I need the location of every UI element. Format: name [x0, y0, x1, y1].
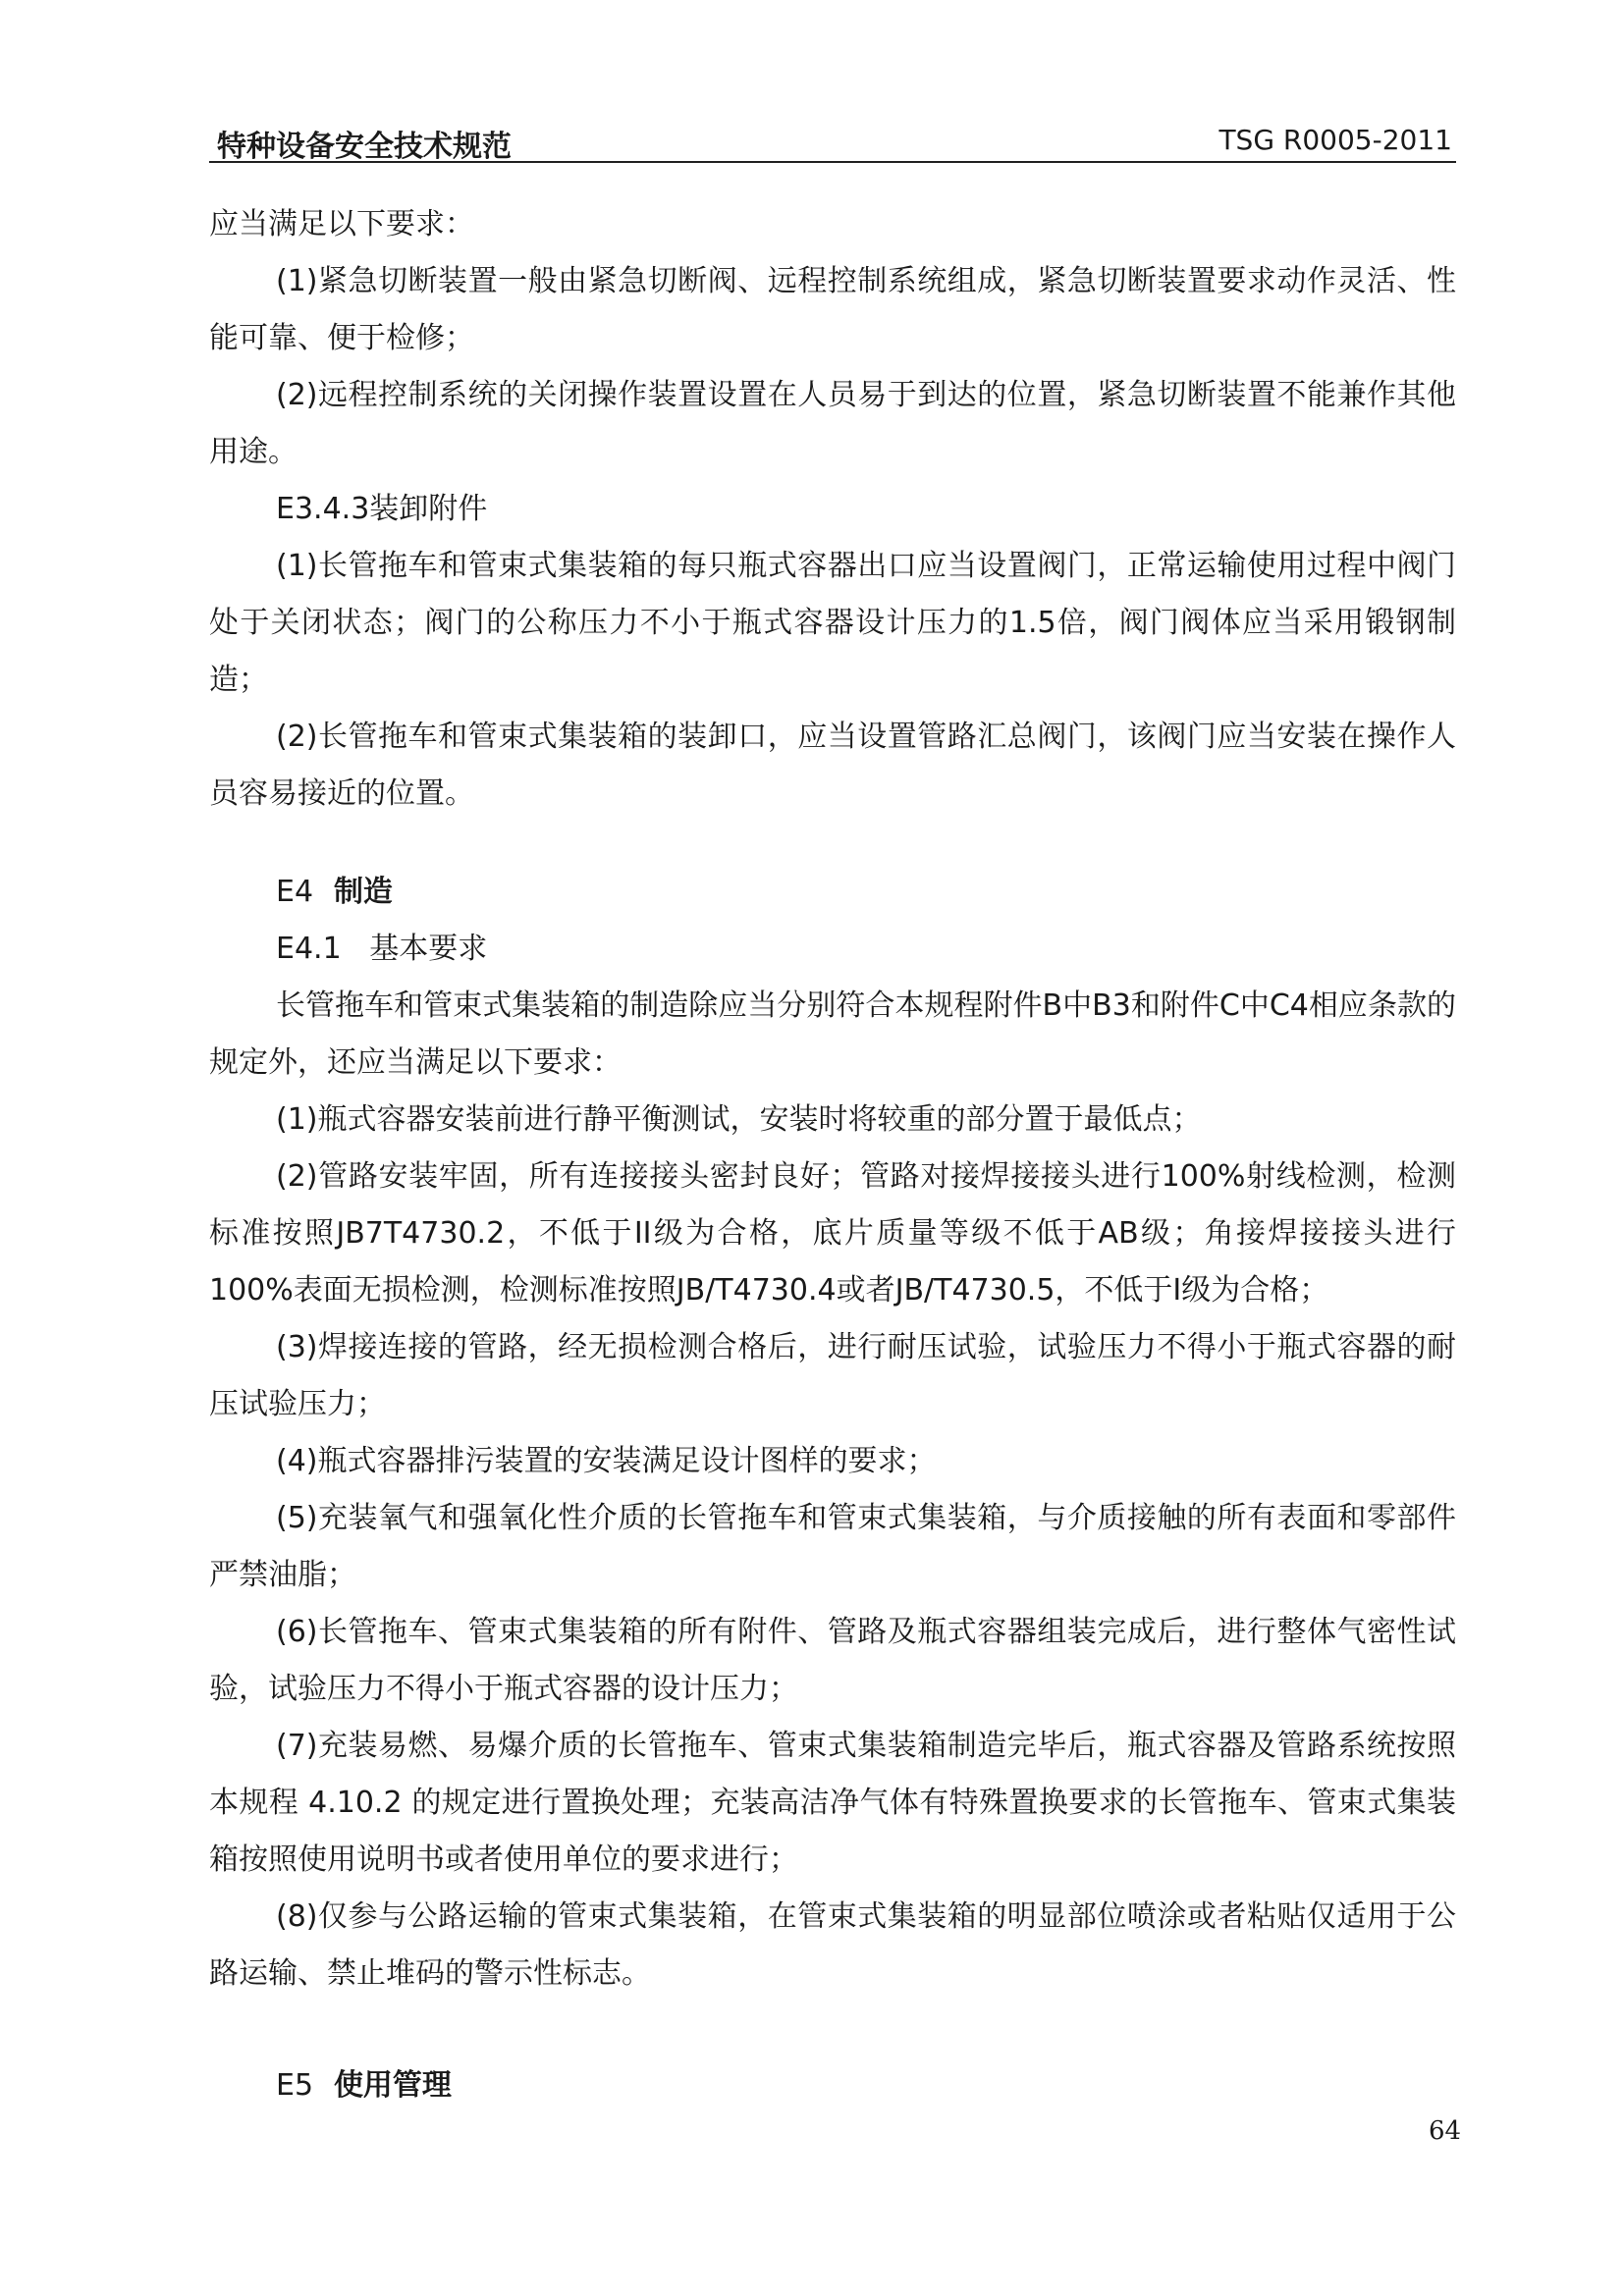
paragraph: 长管拖车和管束式集装箱的制造除应当分别符合本规程附件B中B3和附件C中C4相应条款的规定外，还应当满足以下要求： [209, 988, 1456, 1080]
subsection-heading: E3.4.3装卸附件 [276, 492, 488, 526]
paragraph: 应当满足以下要求： [209, 207, 474, 241]
section-heading-e5 [209, 2057, 1456, 2114]
paragraph: (2)管路安装牢固，所有连接接头密封良好；管路对接焊接接头进行100%射线检测，检测标准按照JB7T4730.2，不低于II级为合格，底片质量等级不低于AB级；角接焊接接头进行100%表面无损检测，检测标准按照JB/T4730.4或者JB/T4730.5，不低于I级为合格； [209, 1159, 1456, 1308]
paragraph: (2)长管拖车和管束式集装箱的装卸口，应当设置管路汇总阀门，该阀门应当安装在操作人员容易接近的位置。 [209, 720, 1456, 811]
spacer [209, 2002, 1456, 2057]
header-title: 特种设备安全技术规范 [217, 130, 512, 164]
paragraph: (6)长管拖车、管束式集装箱的所有附件、管路及瓶式容器组装完成后，进行整体气密性试验，试验压力不得小于瓶式容器的设计压力； [209, 1615, 1456, 1706]
paragraph: (1)长管拖车和管束式集装箱的每只瓶式容器出口应当设置阀门，正常运输使用过程中阀门处于关闭状态；阀门的公称压力不小于瓶式容器设计压力的1.5倍，阀门阀体应当采用锻钢制造； [209, 549, 1456, 697]
header-standard-code: TSG R0005-2011 [1218, 124, 1452, 156]
paragraph: (1)瓶式容器安装前进行静平衡测试，安装时将较重的部分置于最低点； [276, 1102, 1202, 1137]
paragraph: (7)充装易燃、易爆介质的长管拖车、管束式集装箱制造完毕后，瓶式容器及管路系统按照本规程 4.10.2 的规定进行置换处理；充装高洁净气体有特殊置换要求的长管拖车、管束式集装箱按照使用说明书或者使用单位的要求进行； [209, 1729, 1456, 1877]
section-number: E4 [276, 875, 314, 909]
section-heading-e4 [209, 864, 1456, 921]
paragraph: (5)充装氧气和强氧化性介质的长管拖车和管束式集装箱，与介质接触的所有表面和零部件严禁油脂； [209, 1501, 1456, 1592]
section-title: 基本要求 [369, 932, 488, 966]
section-number: E4.1 [276, 932, 342, 966]
running-header [209, 120, 1456, 163]
paragraph: (1)紧急切断装置一般由紧急切断阀、远程控制系统组成，紧急切断装置要求动作灵活、性能可靠、便于检修； [209, 264, 1456, 355]
section-heading-e41 [209, 921, 1456, 978]
paragraph: (2)远程控制系统的关闭操作装置设置在人员易于到达的位置，紧急切断装置不能兼作其他用途。 [209, 378, 1456, 469]
page-number: 64 [1429, 2116, 1462, 2146]
section-title: 使用管理 [333, 2068, 452, 2103]
page-body [209, 196, 1456, 2114]
paragraph: (8)仅参与公路运输的管束式集装箱，在管束式集装箱的明显部位喷涂或者粘贴仅适用于公路运输、禁止堆码的警示性标志。 [209, 1899, 1456, 1991]
paragraph: (4)瓶式容器排污装置的安装满足设计图样的要求； [276, 1444, 937, 1478]
section-number: E5 [276, 2068, 314, 2103]
spacer [209, 823, 1456, 864]
paragraph: (3)焊接连接的管路，经无损检测合格后，进行耐压试验，试验压力不得小于瓶式容器的耐压试验压力； [209, 1330, 1456, 1421]
section-title: 制造 [333, 875, 393, 909]
